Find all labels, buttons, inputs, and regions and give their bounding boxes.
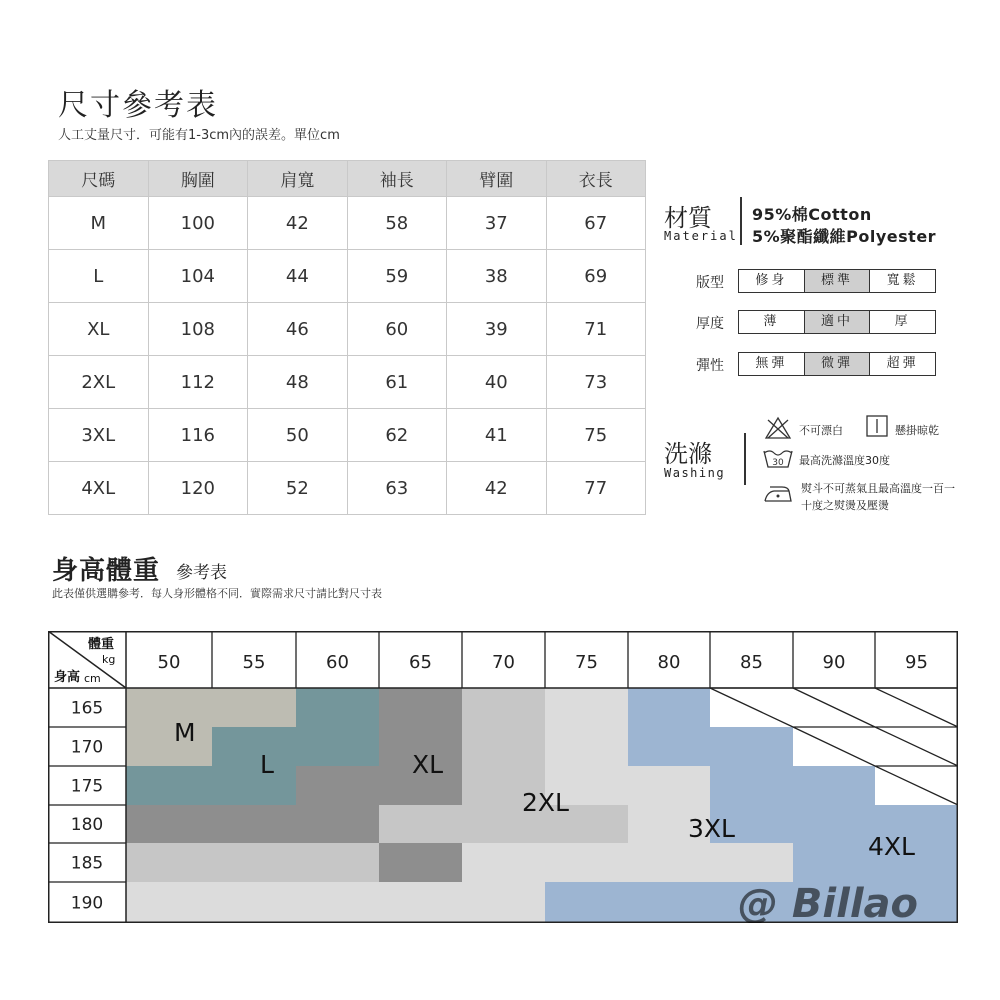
weight-header: 55 — [242, 652, 266, 673]
table-cell: 41 — [447, 409, 546, 462]
table-cell: 59 — [347, 250, 446, 303]
fit-option-slim: 修身 — [739, 270, 805, 292]
watermark: @ Billao — [738, 881, 919, 923]
table-cell: 60 — [347, 303, 446, 356]
header-arm: 臂圍 — [447, 161, 546, 197]
zone-2xl-left — [126, 843, 379, 882]
corner-height-unit: cm — [84, 672, 101, 685]
height-header: 185 — [70, 853, 104, 874]
washing-title: 洗滌 — [664, 440, 712, 468]
fit-option-loose: 寬鬆 — [886, 273, 919, 288]
header-length: 衣長 — [546, 161, 646, 197]
table-cell: 108 — [148, 303, 248, 356]
thickness-option-medium: 適中 — [805, 311, 871, 333]
size-table-header-row — [49, 161, 646, 197]
wash-30-icon — [762, 447, 794, 469]
table-cell: 4XL — [49, 462, 149, 515]
size-zone-label: 3XL — [688, 814, 735, 843]
height-header: 175 — [70, 776, 104, 797]
elasticity-option-none: 無彈 — [739, 353, 805, 375]
table-cell: 38 — [447, 250, 546, 303]
size-zone-label: 2XL — [522, 788, 569, 817]
table-row — [49, 197, 646, 250]
table-cell: 39 — [447, 303, 546, 356]
table-cell: 67 — [546, 197, 646, 250]
iron-text-line2: 十度之熨燙及壓燙 — [801, 499, 889, 512]
material-cotton: 95%棉Cotton — [752, 205, 872, 224]
table-cell: 52 — [248, 462, 347, 515]
table-cell: 116 — [148, 409, 248, 462]
table-cell: 37 — [447, 197, 546, 250]
fit-row — [696, 269, 938, 293]
table-cell: 73 — [546, 356, 646, 409]
corner-height-label: 身高 — [54, 670, 81, 685]
header-shoulder: 肩寬 — [248, 161, 347, 197]
weight-header: 70 — [492, 652, 515, 673]
material-polyester: 5%聚酯纖維Polyester — [752, 227, 937, 246]
corner-weight-label: 體重 — [88, 637, 115, 652]
hw-chart-subtitle: 此表僅供選購參考．每人身形體格不同．實際需求尺寸請比對尺寸表 — [52, 587, 382, 600]
svg-text:30: 30 — [772, 458, 784, 468]
iron-icon — [762, 482, 794, 504]
thickness-row — [696, 310, 938, 334]
table-cell: 62 — [347, 409, 446, 462]
no-bleach-text: 不可漂白 — [799, 424, 843, 437]
material-title: 材質 — [664, 204, 712, 232]
fit-scale — [738, 269, 936, 293]
no-bleach-icon — [764, 416, 792, 440]
elasticity-scale — [738, 352, 936, 376]
zone-xl-step — [296, 766, 379, 805]
table-cell: 100 — [148, 197, 248, 250]
table-row — [49, 409, 646, 462]
table-cell: 77 — [546, 462, 646, 515]
table-cell: 75 — [546, 409, 646, 462]
table-row — [49, 356, 646, 409]
weight-header: 75 — [575, 652, 598, 673]
fit-label: 版型 — [696, 275, 724, 291]
thickness-option-thin: 薄 — [739, 311, 805, 333]
weight-header: 60 — [326, 652, 349, 673]
table-cell: 71 — [546, 303, 646, 356]
table-cell: 120 — [148, 462, 248, 515]
table-cell: 40 — [447, 356, 546, 409]
table-row — [49, 303, 646, 356]
table-cell: 48 — [248, 356, 347, 409]
thickness-label: 厚度 — [696, 316, 724, 332]
header-sleeve: 袖長 — [347, 161, 446, 197]
table-cell: 104 — [148, 250, 248, 303]
zone-l-top — [296, 688, 379, 727]
wash-temp-text: 最高洗滌溫度30度 — [799, 454, 890, 467]
size-chart-title: 尺寸參考表 — [58, 88, 218, 123]
header-size: 尺碼 — [49, 161, 149, 197]
elasticity-option-slight: 微彈 — [805, 353, 871, 375]
corner-weight-unit: kg — [102, 653, 116, 666]
table-cell: 61 — [347, 356, 446, 409]
table-cell: XL — [49, 303, 149, 356]
height-header: 180 — [70, 815, 104, 835]
hang-dry-icon — [865, 414, 889, 438]
table-cell: 112 — [148, 356, 248, 409]
table-row — [49, 462, 646, 515]
weight-header: 65 — [409, 652, 432, 673]
zone-3xl-bottom — [126, 882, 545, 923]
size-chart-subtitle: 人工丈量尺寸．可能有1-3cm內的誤差。單位cm — [58, 128, 340, 143]
table-cell: L — [49, 250, 149, 303]
thickness-scale — [738, 310, 936, 334]
table-cell: M — [49, 197, 149, 250]
size-zone-label: L — [260, 750, 274, 779]
weight-header: 85 — [740, 652, 763, 673]
washing-subtitle: Washing — [664, 466, 726, 480]
weight-header: 50 — [157, 652, 181, 673]
hw-chart-title-suffix: 參考表 — [176, 563, 227, 583]
size-zone-label: XL — [412, 750, 444, 779]
table-cell: 44 — [248, 250, 347, 303]
height-header: 190 — [70, 893, 104, 914]
height-header: 170 — [70, 737, 104, 758]
table-cell: 50 — [248, 409, 347, 462]
size-table — [48, 160, 646, 515]
table-cell: 63 — [347, 462, 446, 515]
material-subtitle: Material — [664, 229, 738, 243]
height-header: 165 — [70, 698, 104, 719]
table-cell: 2XL — [49, 356, 149, 409]
size-zone-label: M — [174, 718, 196, 747]
size-zone-label: 4XL — [868, 832, 915, 861]
zone-xl — [379, 688, 462, 805]
hw-chart-title: 身高體重 — [52, 556, 161, 586]
table-cell: 69 — [546, 250, 646, 303]
weight-header: 95 — [905, 652, 928, 673]
weight-header: 80 — [657, 652, 681, 673]
hang-dry-text: 懸掛晾乾 — [895, 424, 939, 437]
table-cell: 46 — [248, 303, 347, 356]
thickness-option-thick: 厚 — [894, 314, 911, 329]
zone-2xl-step — [379, 805, 462, 843]
elasticity-option-high: 超彈 — [886, 356, 919, 371]
elasticity-label: 彈性 — [696, 358, 724, 374]
table-cell: 3XL — [49, 409, 149, 462]
iron-text-line1: 熨斗不可蒸氣且最高溫度一百一 — [801, 482, 955, 495]
fit-option-regular: 標準 — [805, 270, 871, 292]
material-divider — [740, 197, 742, 245]
table-cell: 42 — [447, 462, 546, 515]
table-row — [49, 250, 646, 303]
elasticity-row — [696, 352, 938, 376]
header-chest: 胸圍 — [148, 161, 248, 197]
washing-divider — [744, 433, 746, 485]
table-cell: 58 — [347, 197, 446, 250]
weight-header: 90 — [822, 652, 846, 673]
height-weight-grid — [48, 631, 958, 923]
table-cell: 42 — [248, 197, 347, 250]
